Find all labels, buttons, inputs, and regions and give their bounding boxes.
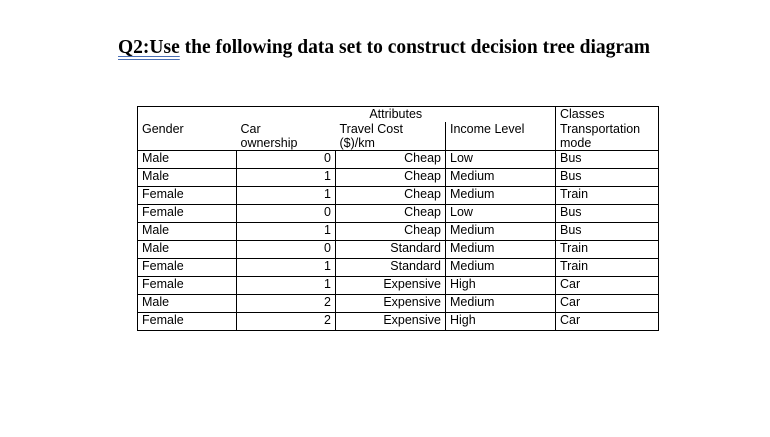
cell-travel-cost: Cheap	[336, 223, 446, 241]
cell-car-ownership: 0	[237, 241, 336, 259]
cell-gender: Male	[138, 241, 237, 259]
cell-transportation-mode: Bus	[556, 223, 659, 241]
data-table	[137, 106, 659, 331]
cell-income-level: High	[446, 277, 556, 295]
question-body: the following data set to construct decision tree diagram	[179, 37, 651, 58]
header-spacer-left	[138, 107, 237, 123]
cell-gender: Male	[138, 223, 237, 241]
cell-gender: Female	[138, 277, 237, 295]
table-row	[138, 223, 659, 241]
table-row	[138, 277, 659, 295]
header-gender: Gender	[138, 122, 237, 151]
cell-transportation-mode: Car	[556, 295, 659, 313]
question-number: Q2:Use	[118, 37, 180, 58]
cell-income-level: Medium	[446, 169, 556, 187]
cell-gender: Male	[138, 151, 237, 169]
cell-income-level: Medium	[446, 241, 556, 259]
cell-transportation-mode: Bus	[556, 169, 659, 187]
cell-travel-cost: Cheap	[336, 169, 446, 187]
cell-transportation-mode: Bus	[556, 205, 659, 223]
table-row	[138, 259, 659, 277]
cell-transportation-mode: Bus	[556, 151, 659, 169]
table-row	[138, 313, 659, 331]
cell-gender: Female	[138, 259, 237, 277]
header-travel-cost: Travel Cost ($)/km	[336, 122, 446, 151]
table-row	[138, 241, 659, 259]
table-row	[138, 295, 659, 313]
cell-car-ownership: 1	[237, 259, 336, 277]
cell-travel-cost: Cheap	[336, 187, 446, 205]
cell-travel-cost: Expensive	[336, 277, 446, 295]
cell-car-ownership: 2	[237, 295, 336, 313]
cell-travel-cost: Cheap	[336, 151, 446, 169]
table-row	[138, 187, 659, 205]
cell-gender: Male	[138, 169, 237, 187]
cell-car-ownership: 2	[237, 313, 336, 331]
cell-gender: Female	[138, 205, 237, 223]
header-group-row	[138, 107, 659, 123]
cell-income-level: Medium	[446, 223, 556, 241]
question-text	[118, 34, 678, 62]
cell-transportation-mode: Train	[556, 241, 659, 259]
header-car-ownership: Car ownership	[237, 122, 336, 151]
cell-income-level: High	[446, 313, 556, 331]
cell-car-ownership: 0	[237, 151, 336, 169]
cell-gender: Female	[138, 313, 237, 331]
header-income-level: Income Level	[446, 122, 556, 151]
cell-travel-cost: Standard	[336, 241, 446, 259]
attributes-group-label: Attributes	[237, 107, 556, 123]
cell-gender: Female	[138, 187, 237, 205]
cell-income-level: Medium	[446, 295, 556, 313]
cell-car-ownership: 1	[237, 277, 336, 295]
cell-transportation-mode: Car	[560, 313, 581, 327]
cell-transportation-mode: Train	[556, 259, 659, 277]
cell-gender: Male	[138, 295, 237, 313]
cell-transportation-mode: Car	[556, 277, 659, 295]
table-row	[138, 205, 659, 223]
cell-car-ownership: 1	[237, 169, 336, 187]
header-transportation-mode: Transportation mode	[556, 122, 659, 151]
cell-travel-cost: Cheap	[336, 205, 446, 223]
classes-group-label: Classes	[560, 107, 605, 121]
cell-income-level: Medium	[446, 187, 556, 205]
cell-travel-cost: Expensive	[336, 295, 446, 313]
column-header-row	[138, 122, 659, 151]
cell-income-level: Low	[446, 205, 556, 223]
cell-income-level: Medium	[446, 259, 556, 277]
cell-car-ownership: 0	[237, 205, 336, 223]
cell-car-ownership: 1	[237, 187, 336, 205]
cell-income-level: Low	[446, 151, 556, 169]
table-row	[138, 169, 659, 187]
table-body	[138, 151, 659, 331]
cell-travel-cost: Standard	[336, 259, 446, 277]
cell-travel-cost: Expensive	[336, 313, 446, 331]
table-row	[138, 151, 659, 169]
cell-transportation-mode: Train	[556, 187, 659, 205]
cell-car-ownership: 1	[237, 223, 336, 241]
